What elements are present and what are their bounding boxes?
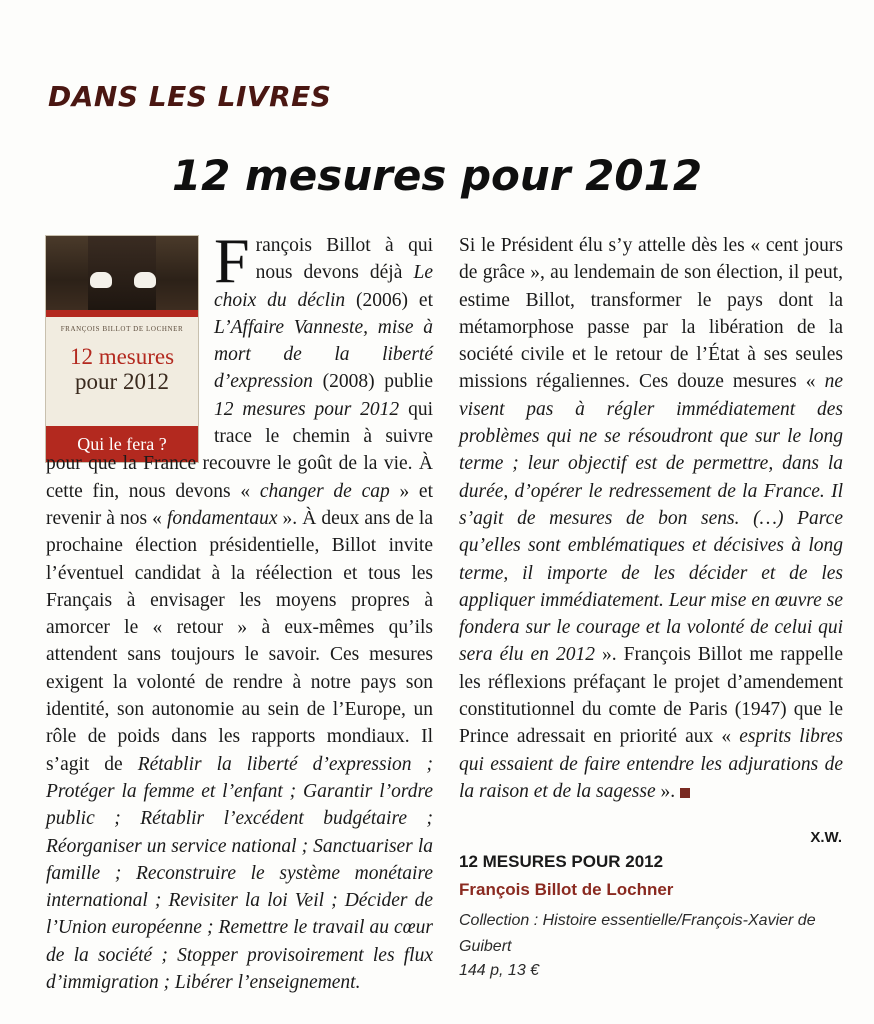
text-run: Si le Président élu s’y attelle dès les « cent jours de grâce », au lendemain de son élection, il peut, estime Billot, transformer le pays dont la métamorphose passe par la libération de la société civile et le retour de l’État à ses seules missions régaliennes. Ces douze mesures «	[459, 235, 843, 393]
text-run: ».	[655, 780, 676, 802]
text-run: » et revenir à nos «	[46, 480, 434, 529]
cover-title-line1: 12 mesures	[69, 344, 175, 369]
article-column-right	[459, 232, 843, 805]
section-label: DANS LES LIVRES	[48, 80, 332, 113]
quote: changer de cap	[259, 480, 390, 502]
book-title-ref: Le choix du déclin	[214, 262, 433, 311]
drop-cap: F	[214, 225, 250, 296]
quote: ne visent pas à régler immédiatement des problèmes qui ne se résoudront que sur le long terme ; leur objectif est de permettre, dans la durée, d’opérer le redressement de la France. Il s’agit de mesures de bon sens. (…) Parce qu’elles sont emblématiques et décisives à long terme, il importe de les décider et de les appliquer immédiatement. Leur mise en œuvre se fondera sur le courage et la volonté de celui qui sera élu en 2012	[459, 371, 843, 666]
cover-float-spacer	[46, 232, 214, 450]
end-mark-icon	[680, 788, 690, 798]
cover-title-line2: pour 2012	[75, 369, 169, 394]
author-signature: X.W.	[810, 829, 842, 846]
text-run: ». À deux ans de la prochaine élection présidentielle, Billot invite l’éventuel candidat à la réélection et tous les Français à envisager les moyens propres à amorcer le « retour » à eux-mêmes qu’ils attendent sans toujours le savoir. Ces mesures exigent la volonté de rendre à notre pays son identité, son autonomie au sein de l’Europe, un rôle de poids dans les rapports mondiaux. Il s’agit de	[46, 507, 433, 775]
text-run: ». François Billot me rappelle les réflexions préfaçant le projet d’amendement constitutionnel du comte de Paris (1947) que le Prince adressait en priorité aux «	[459, 644, 844, 748]
article-headline: 12 mesures pour 2012	[171, 151, 703, 200]
text-run: rançois Billot à qui nous devons déjà	[255, 235, 433, 284]
book-info-price: 144 p, 13 €	[459, 962, 540, 979]
text-run: (2008) publie	[312, 371, 433, 393]
article-column-left	[46, 225, 434, 996]
text-run: qui trace le chemin à suivre pour que la France recouvre le goût de la vie. À cette fin, nous devons «	[46, 398, 433, 502]
measures-list: Rétablir la liberté d’expression ; Protéger la femme et l’enfant ; Garantir l’ordre public ; Rétablir l’excédent budgétaire ; Réorganiser un service national ; Sanctuariser la famille ; Reconstruire le système monétaire international ; Revisiter la loi Veil ; Décider de l’Union européenne ; Remettre le travail au cœur de la société ; Stopper provisoirement les flux d’immigration ; Libérer l’enseignement.	[46, 753, 433, 994]
quote: esprits libres qui essaient de faire entendre les adjurations de la raison et de la sagesse	[459, 726, 843, 802]
book-title-ref: 12 mesures pour 2012	[214, 398, 400, 420]
text-run: (2006) et	[345, 289, 433, 311]
cover-author: FRANÇOIS BILLOT DE LOCHNER	[60, 325, 184, 333]
book-info-title: 12 MESURES POUR 2012	[459, 852, 664, 871]
quote: fondamentaux	[167, 507, 278, 529]
book-title-ref: L’Affaire Vanneste, mise à mort de la liberté d’expression	[214, 316, 433, 393]
book-info-collection: Collection : Histoire essentielle/François-Xavier de Guibert	[459, 912, 816, 955]
book-info-author: François Billot de Lochner	[459, 880, 674, 899]
cover-tagline: Qui le fera ?	[46, 426, 198, 462]
